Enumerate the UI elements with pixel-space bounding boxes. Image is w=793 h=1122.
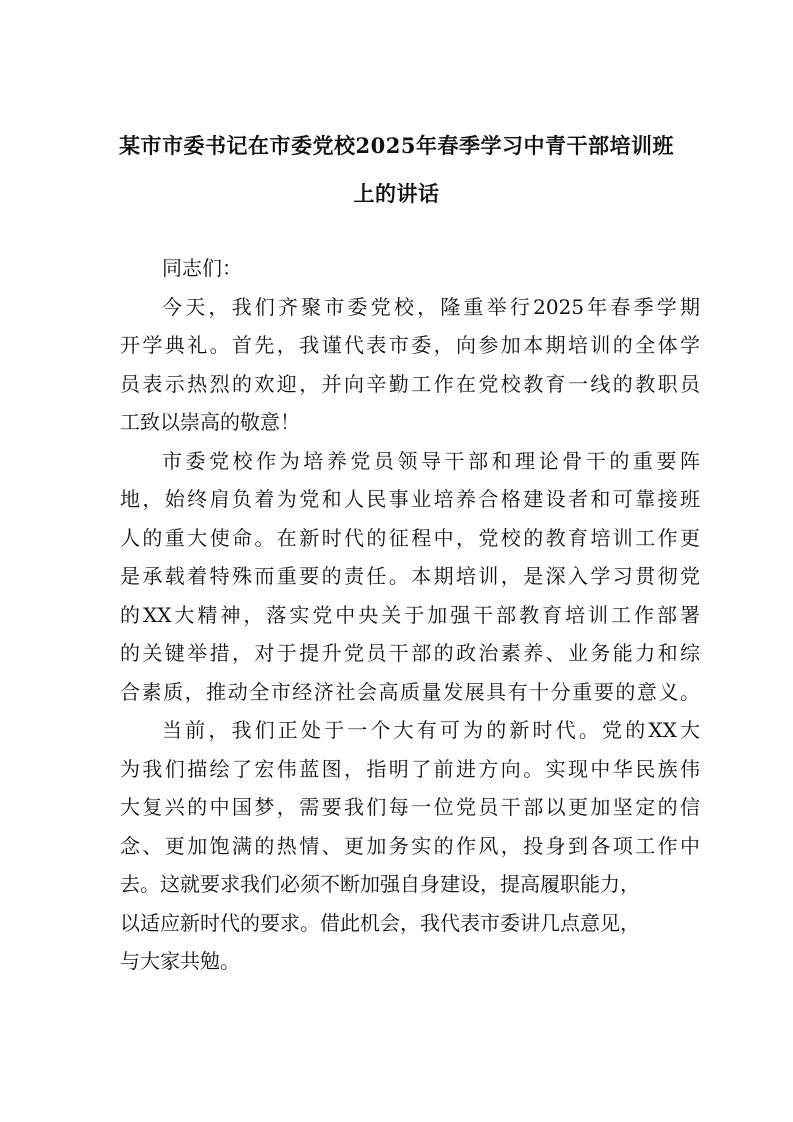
paragraph [120,711,700,981]
text-line: 工致以崇高的敬意！ [120,410,300,434]
paragraph [120,288,700,442]
text-line: 开学典礼。首先，我谨代表市委，向参加本期培训的全体学 [120,333,700,357]
text-line: 为我们描绘了宏伟蓝图，指明了前进方向。实现中华民族伟 [120,756,700,781]
text-line: 念、更加饱满的热情、更加务实的作风，投身到各项工作中 [120,833,700,858]
paragraph-salutation [120,249,700,288]
paragraph [120,442,700,712]
document-title-line-2: 上的讲话 [353,181,440,206]
document-title-line-1: 某市市委书记在市委党校2025年春季学习中青干部培训班 [119,133,674,158]
text-line: 当前，我们正处于一个大有可为的新时代。党的XX大 [162,718,700,742]
text-line: 以适应新时代的要求。借此机会，我代表市委讲几点意见， [120,910,640,935]
text-line: 的关键举措，对于提升党员干部的政治素养、业务能力和综 [120,641,700,665]
text-line: 是承载着特殊而重要的责任。本期培训，是深入学习贯彻党 [120,564,700,588]
text-line: 合素质，推动全市经济社会高质量发展具有十分重要的意义。 [120,679,700,704]
text-line: 今天，我们齐聚市委党校，隆重举行2025年春季学期 [162,294,700,319]
text-line: 与大家共勉。 [120,949,240,973]
document-body [120,249,700,981]
text-line: 市委党校作为培养党员领导干部和理论骨干的重要阵 [162,448,700,473]
text-line: 员表示热烈的欢迎，并向辛勤工作在党校教育一线的教职员 [120,371,700,396]
text-line: 去。这就要求我们必须不断加强自身建设，提高履职能力， [120,872,640,896]
text-line: 的XX大精神，落实党中央关于加强干部教育培训工作部署 [120,602,700,627]
text-line: 大复兴的中国梦，需要我们每一位党员干部以更加坚定的信 [120,795,700,819]
text-line: 同志们： [162,256,242,280]
text-line: 人的重大使命。在新时代的征程中，党校的教育培训工作更 [120,525,700,550]
text-line: 地，始终肩负着为党和人民事业培养合格建设者和可靠接班 [120,487,700,511]
